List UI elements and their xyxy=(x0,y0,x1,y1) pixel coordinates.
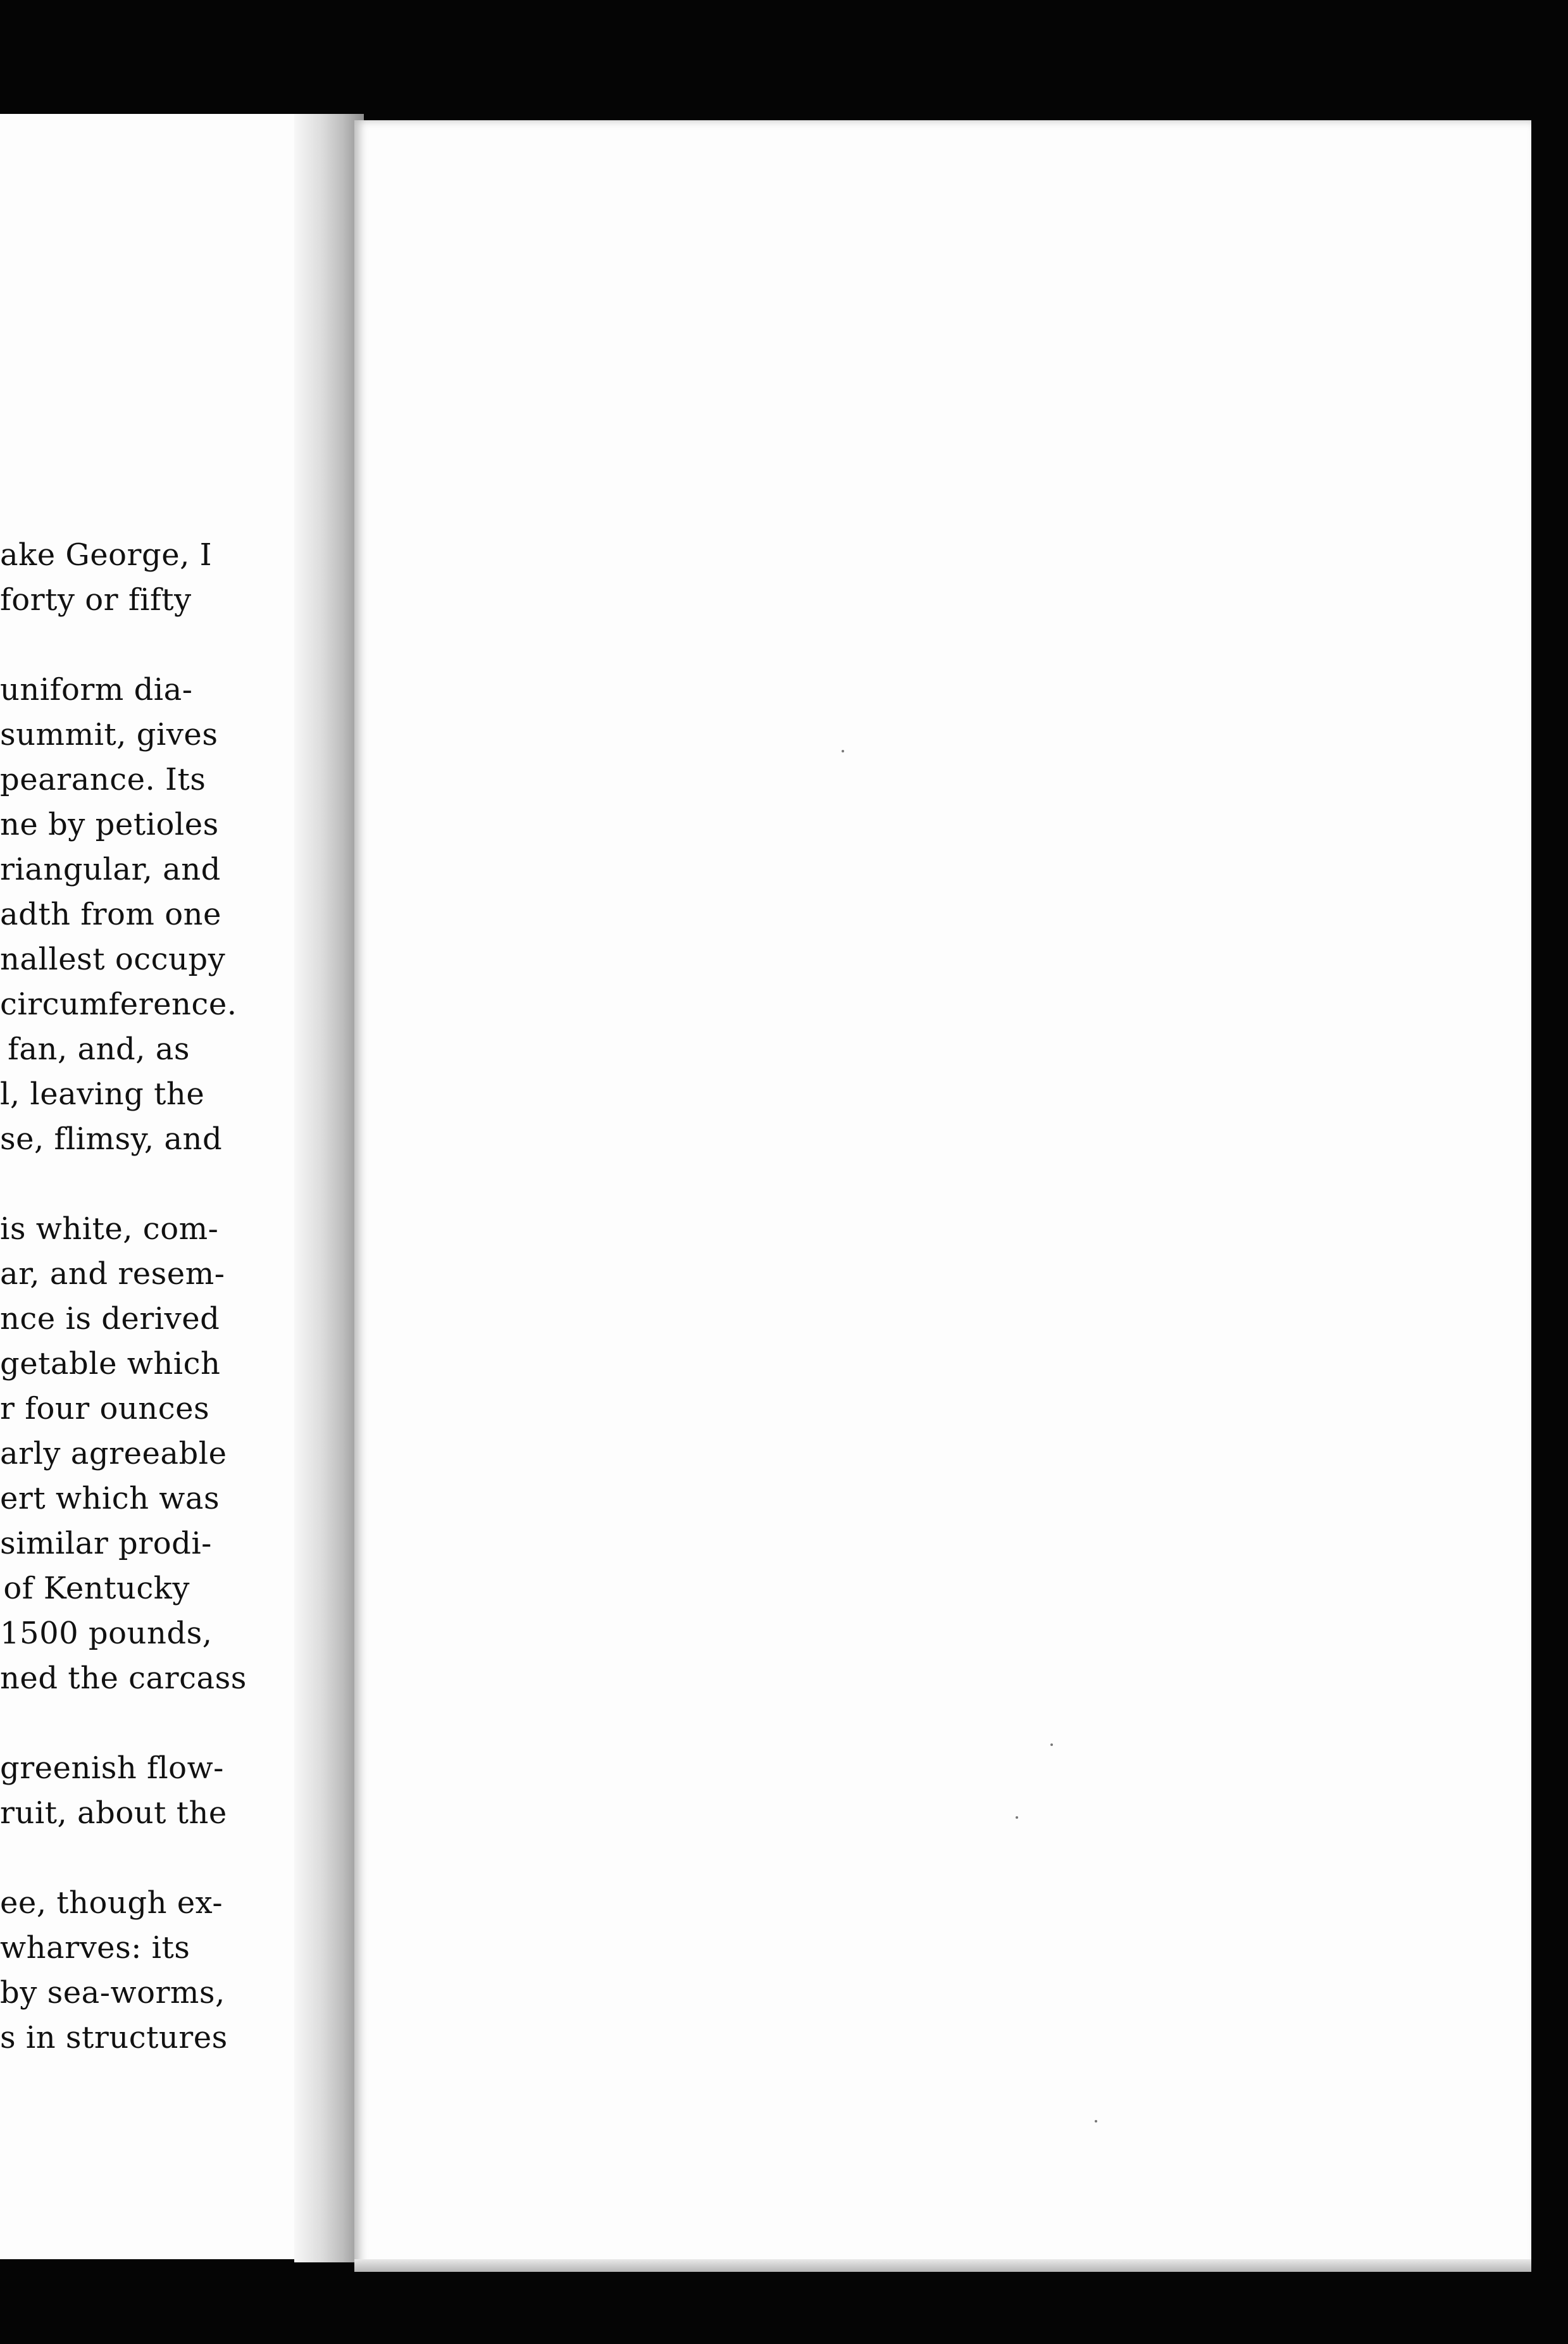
text-line: ne by petioles xyxy=(0,807,219,842)
text-line: ert which was xyxy=(0,1481,220,1516)
text-line: pearance. Its xyxy=(0,762,206,797)
text-line: fan, and, as xyxy=(8,1032,190,1067)
text-line: wharves: its xyxy=(0,1930,190,1966)
dust-speck xyxy=(1050,1743,1053,1746)
text-line: ake George, I xyxy=(0,537,213,573)
right-page-blank xyxy=(354,120,1531,2272)
dust-speck xyxy=(1016,1816,1018,1819)
paragraph-gap xyxy=(0,1701,329,1746)
text-line: riangular, and xyxy=(0,852,221,887)
text-line: greenish flow- xyxy=(0,1750,224,1786)
dust-speck xyxy=(842,750,844,752)
text-line: nallest occupy xyxy=(0,942,226,977)
text-line: by sea-worms, xyxy=(0,1975,225,2010)
text-line: of Kentucky xyxy=(3,1571,190,1606)
text-line: 1500 pounds, xyxy=(0,1616,213,1651)
dust-speck xyxy=(1095,2120,1097,2123)
text-line: ee, though ex- xyxy=(0,1885,223,1921)
text-line: getable which xyxy=(0,1346,221,1381)
text-line: r four ounces xyxy=(0,1391,210,1426)
text-line: similar prodi- xyxy=(0,1526,212,1561)
text-line: circumference. xyxy=(0,987,237,1022)
text-line: se, flimsy, and xyxy=(0,1121,223,1157)
paragraph-gap xyxy=(0,623,329,668)
text-line: forty or fifty xyxy=(0,582,192,618)
text-line: adth from one xyxy=(0,897,221,932)
text-line: arly agreeable xyxy=(0,1436,227,1471)
right-page-edge xyxy=(354,2259,1531,2272)
text-line: nce is derived xyxy=(0,1301,220,1337)
book-gutter xyxy=(294,114,364,2262)
text-line: ruit, about the xyxy=(0,1795,227,1831)
paragraph-gap xyxy=(0,1836,329,1881)
text-line: l, leaving the xyxy=(0,1076,205,1112)
left-page xyxy=(0,114,329,2259)
text-line: is white, com- xyxy=(0,1211,219,1247)
text-line: uniform dia- xyxy=(0,672,193,708)
left-page-text xyxy=(0,533,329,2060)
text-line: ned the carcass xyxy=(0,1661,247,1696)
text-line: ar, and resem- xyxy=(0,1256,225,1292)
text-line: summit, gives xyxy=(0,717,218,752)
paragraph-gap xyxy=(0,1162,329,1207)
text-line: s in structures xyxy=(0,2020,228,2055)
